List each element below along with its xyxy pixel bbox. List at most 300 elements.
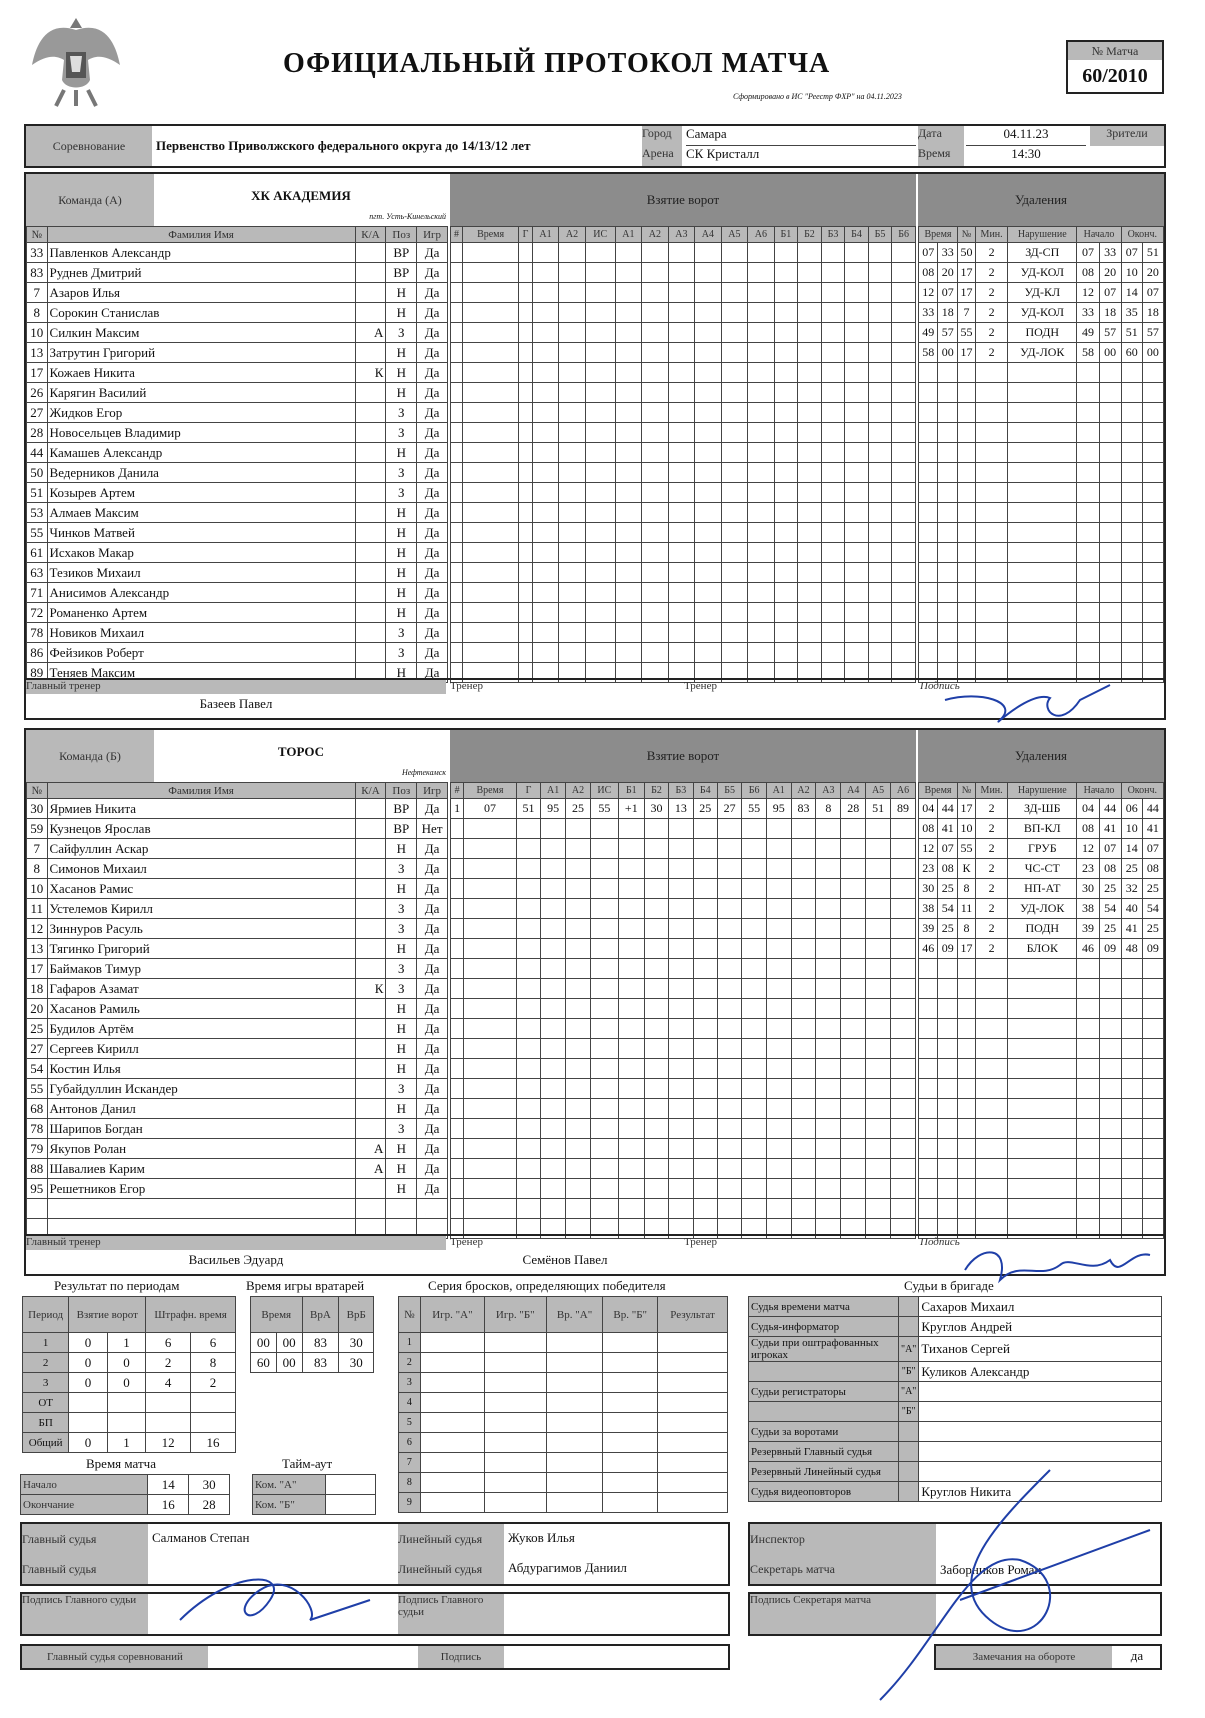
table-row (919, 623, 1164, 643)
player-name: Новосельцев Владимир (47, 423, 355, 443)
penalty-n: 8 (957, 919, 975, 939)
goal-cell (668, 463, 695, 483)
player-position: Н (386, 503, 417, 523)
goal-cell (519, 563, 533, 583)
main-ref-1: Салманов Степан (152, 1530, 250, 1545)
shootout-cell (420, 1333, 484, 1353)
player-position (386, 1199, 417, 1219)
goal-cell (791, 839, 816, 859)
penalty-s1: 46 (1077, 939, 1099, 959)
shootout-num: 2 (399, 1353, 421, 1373)
goal-cell (451, 263, 463, 283)
penalty-min: 2 (976, 939, 1008, 959)
goal-cell (669, 919, 693, 939)
goal-cell (644, 819, 668, 839)
roster-header-ka: К/А (355, 783, 386, 799)
penalty-n: 17 (957, 283, 975, 303)
penalty-e1: 60 (1121, 343, 1142, 363)
goal-cell (541, 859, 566, 879)
penalty-n (957, 1159, 975, 1179)
penalty-t2 (938, 403, 958, 423)
penalty-e2 (1142, 483, 1163, 503)
table-row (919, 859, 1164, 879)
roster-header-ka: К/А (355, 227, 386, 243)
table-row (23, 1433, 236, 1453)
player-ka (355, 563, 386, 583)
table-row (451, 343, 916, 363)
goal-cell (463, 243, 519, 263)
goal-cell (451, 1039, 464, 1059)
goal-cell (791, 1179, 816, 1199)
chief-ref-label: Главный судья соревнований (22, 1646, 208, 1668)
period-pim-a (146, 1413, 191, 1433)
goal-cell (821, 583, 845, 603)
goal-cell (669, 1079, 693, 1099)
table-row (451, 1099, 916, 1119)
goalie-b: 30 (339, 1353, 374, 1373)
table-row (23, 1413, 236, 1433)
player-position: З (386, 483, 417, 503)
spectators-label: Зрители (1090, 126, 1164, 146)
goal-cell (590, 859, 618, 879)
periods-table (22, 1296, 236, 1453)
goal-cell (693, 1099, 717, 1119)
roster-table (26, 226, 448, 683)
penalty-t1 (919, 503, 938, 523)
goal-cell (668, 263, 695, 283)
goal-cell (845, 403, 869, 423)
goal-cell (717, 1139, 741, 1159)
goal-cell (668, 403, 695, 423)
goal-cell (451, 919, 464, 939)
goal-cell (821, 323, 845, 343)
goal-cell (892, 423, 916, 443)
goal-cell (774, 323, 798, 343)
penalty-s1: 33 (1077, 303, 1099, 323)
goal-cell (891, 939, 916, 959)
penalty-n (957, 563, 975, 583)
penalty-n: 10 (957, 819, 975, 839)
roster-header-pos: Поз (386, 783, 417, 799)
goal-cell (841, 839, 866, 859)
team-a-pen-header: Удаления (918, 174, 1164, 226)
goal-cell (451, 1059, 464, 1079)
goal-cell (693, 1059, 717, 1079)
penalty-s1 (1077, 623, 1099, 643)
player-position: Н (386, 583, 417, 603)
penalty-v (1008, 563, 1077, 583)
table-row (27, 1199, 448, 1219)
penalty-e2: 54 (1142, 899, 1163, 919)
shootout-num: 7 (399, 1453, 421, 1473)
penalty-v: ЗД-ШБ (1008, 799, 1077, 819)
table-row (919, 403, 1164, 423)
goal-cell (451, 423, 463, 443)
penalty-e2 (1142, 503, 1163, 523)
table-row (919, 1019, 1164, 1039)
penalty-min (976, 403, 1008, 423)
penalty-e2: 25 (1142, 919, 1163, 939)
penalty-t2 (938, 583, 958, 603)
goal-cell (695, 623, 722, 643)
goal-cell (742, 1119, 766, 1139)
goal-cell (644, 1139, 668, 1159)
shootout-col-header: Игр. "А" (420, 1297, 484, 1333)
goal-cell (791, 879, 816, 899)
goal-cell (669, 1159, 693, 1179)
player-name: Жидков Егор (47, 403, 355, 423)
goal-cell (717, 959, 741, 979)
goal-cell (695, 483, 722, 503)
penalty-t1 (919, 523, 938, 543)
player-ka: К (355, 979, 386, 999)
penalty-n (957, 363, 975, 383)
goal-cell (816, 1039, 841, 1059)
table-row (451, 423, 916, 443)
emblem (26, 10, 126, 110)
penalty-v: УД-ЛОК (1008, 899, 1077, 919)
pim-col-header: Штрафн. время (146, 1297, 236, 1333)
penalty-s2: 41 (1099, 819, 1121, 839)
shootout-table (398, 1296, 728, 1513)
goal-cell (519, 583, 533, 603)
goal-cell (695, 643, 722, 663)
goals-col-header: Б5 (868, 227, 892, 243)
player-position: ВР (386, 243, 417, 263)
goal-cell (541, 1159, 566, 1179)
goal-cell (766, 919, 791, 939)
player-number: 88 (27, 1159, 48, 1179)
goal-cell (742, 1019, 766, 1039)
goal-cell (516, 1059, 540, 1079)
periods-title: Результат по периодам (54, 1278, 180, 1293)
player-ka (355, 603, 386, 623)
penalty-s2 (1099, 1119, 1121, 1139)
goal-cell (845, 503, 869, 523)
line-ref-label-1: Линейный судья (398, 1524, 504, 1554)
goal-cell (519, 343, 533, 363)
penalty-col-header: Нарушение (1008, 783, 1077, 799)
official-sub: "А" (899, 1382, 919, 1402)
table-row (919, 283, 1164, 303)
player-name: Сергеев Кирилл (47, 1039, 355, 1059)
shootout-cell (603, 1353, 658, 1373)
table-row (27, 879, 448, 899)
goal-cell (590, 979, 618, 999)
goal-cell (566, 979, 591, 999)
penalty-e2 (1142, 1179, 1163, 1199)
table-row (919, 243, 1164, 263)
penalty-v (1008, 1119, 1077, 1139)
player-ka (355, 999, 386, 1019)
table-row (399, 1373, 728, 1393)
goal-cell (464, 959, 517, 979)
goal-cell (642, 343, 669, 363)
penalty-min: 2 (976, 859, 1008, 879)
goal-cell (742, 1199, 766, 1219)
goal-cell (566, 959, 591, 979)
goal-cell (774, 363, 798, 383)
player-played: Да (417, 383, 448, 403)
goal-cell (891, 1099, 916, 1119)
goals-col-header: Б2 (798, 227, 822, 243)
penalty-v: ВП-КЛ (1008, 819, 1077, 839)
penalty-t2 (938, 523, 958, 543)
goal-cell (519, 263, 533, 283)
goal-cell (532, 303, 559, 323)
table-row (399, 1493, 728, 1513)
team-a-roster (26, 226, 448, 683)
goal-cell (463, 423, 519, 443)
goal-cell (516, 979, 540, 999)
goal-cell (615, 363, 642, 383)
table-row (451, 1019, 916, 1039)
goal-cell (464, 1199, 517, 1219)
table-row (27, 303, 448, 323)
goal-cell (766, 979, 791, 999)
penalty-s2 (1099, 1059, 1121, 1079)
player-played: Да (417, 919, 448, 939)
goal-cell (541, 1079, 566, 1099)
penalty-t1 (919, 583, 938, 603)
goal-cell (891, 1139, 916, 1159)
goals-col-header: # (451, 783, 464, 799)
player-number: 50 (27, 463, 48, 483)
penalty-e1: 35 (1121, 303, 1142, 323)
penalty-t2: 20 (938, 263, 958, 283)
goal-cell (463, 603, 519, 623)
period-goals-b (107, 1413, 145, 1433)
match-end-m: 28 (189, 1495, 230, 1515)
table-row (919, 523, 1164, 543)
penalty-t1: 12 (919, 839, 938, 859)
goal-cell (721, 303, 748, 323)
penalty-s1 (1077, 583, 1099, 603)
shootout-cell (484, 1413, 546, 1433)
player-number: 7 (27, 839, 48, 859)
goal-cell (868, 603, 892, 623)
goal-cell (585, 283, 615, 303)
table-row (23, 1373, 236, 1393)
goal-cell (791, 959, 816, 979)
penalty-s2 (1099, 979, 1121, 999)
penalty-v (1008, 1039, 1077, 1059)
official-name (919, 1402, 1162, 1422)
player-ka (355, 523, 386, 543)
goal-cell (618, 1199, 644, 1219)
goal-cell (892, 463, 916, 483)
penalty-v: ГРУБ (1008, 839, 1077, 859)
penalty-s1: 04 (1077, 799, 1099, 819)
penalty-e1: 06 (1121, 799, 1142, 819)
penalty-n (957, 583, 975, 603)
goal-cell (891, 859, 916, 879)
penalty-t1: 23 (919, 859, 938, 879)
table-row (919, 343, 1164, 363)
period-col-header: Период (23, 1297, 69, 1333)
team-a-coach2-label: Тренер (684, 680, 717, 692)
goal-cell (464, 899, 517, 919)
penalty-t2 (938, 543, 958, 563)
player-number: 72 (27, 603, 48, 623)
goal-cell (590, 939, 618, 959)
player-ka (355, 503, 386, 523)
penalty-v (1008, 383, 1077, 403)
goal-cell (566, 859, 591, 879)
table-row (27, 1079, 448, 1099)
goal-cell (451, 819, 464, 839)
penalty-t1: 08 (919, 819, 938, 839)
player-played: Да (417, 363, 448, 383)
penalty-e2: 00 (1142, 343, 1163, 363)
goal-cell (693, 859, 717, 879)
table-row (27, 263, 448, 283)
shootout-cell (484, 1433, 546, 1453)
goal-cell (774, 583, 798, 603)
penalty-e1 (1121, 1119, 1142, 1139)
goal-cell: 25 (693, 799, 717, 819)
goal-cell (566, 839, 591, 859)
penalty-e1 (1121, 1179, 1142, 1199)
official-role: Судья-информатор (749, 1317, 899, 1337)
team-a-city: пгт. Усть-Кинельский (369, 212, 446, 221)
table-row (27, 583, 448, 603)
table-row (451, 283, 916, 303)
goal-cell (774, 563, 798, 583)
penalty-t2 (938, 383, 958, 403)
table-row (919, 839, 1164, 859)
team-b-coach1: Семёнов Павел (522, 1252, 608, 1267)
penalty-t1 (919, 1199, 938, 1219)
player-name: Затрутин Григорий (47, 343, 355, 363)
period-label: ОТ (23, 1393, 69, 1413)
goal-cell (748, 383, 775, 403)
penalty-col-header: Мин. (976, 227, 1008, 243)
period-pim-a: 4 (146, 1373, 191, 1393)
goal-cell (642, 383, 669, 403)
goals-col-header: А2 (642, 227, 669, 243)
goal-cell (566, 1059, 591, 1079)
shootout-cell (658, 1473, 728, 1493)
penalty-n (957, 543, 975, 563)
table-row (251, 1353, 374, 1373)
penalty-n (957, 523, 975, 543)
shootout-cell (546, 1433, 603, 1453)
shootout-col-header: Вр. "Б" (603, 1297, 658, 1333)
time-value: 14:30 (1011, 146, 1041, 161)
player-position: Н (386, 839, 417, 859)
goal-cell (774, 543, 798, 563)
goal-cell (766, 1159, 791, 1179)
shootout-cell (484, 1333, 546, 1353)
penalty-e2 (1142, 1019, 1163, 1039)
goal-cell (585, 343, 615, 363)
eagle-emblem-icon (26, 10, 126, 110)
goal-cell (590, 1159, 618, 1179)
goal-cell (615, 583, 642, 603)
secretary-signature (820, 1460, 1160, 1710)
goal-cell (891, 1159, 916, 1179)
goal-cell (566, 1099, 591, 1119)
penalty-t2 (938, 1059, 958, 1079)
goal-cell (798, 243, 822, 263)
penalties-table (918, 226, 1164, 683)
goal-cell (821, 283, 845, 303)
player-played: Да (417, 403, 448, 423)
goal-cell (615, 383, 642, 403)
table-row (27, 939, 448, 959)
penalty-e2: 07 (1142, 283, 1163, 303)
penalty-e2 (1142, 959, 1163, 979)
player-position: Н (386, 939, 417, 959)
goal-cell (668, 603, 695, 623)
penalty-t2 (938, 1139, 958, 1159)
goal-cell (615, 403, 642, 423)
goal-cell (463, 443, 519, 463)
penalty-t1: 39 (919, 919, 938, 939)
penalty-s2: 54 (1099, 899, 1121, 919)
penalty-min: 2 (976, 799, 1008, 819)
goalie-s: 00 (276, 1353, 302, 1373)
goal-cell (451, 859, 464, 879)
goal-cell (892, 363, 916, 383)
player-number: 11 (27, 899, 48, 919)
penalty-e1 (1121, 503, 1142, 523)
goal-cell (742, 899, 766, 919)
penalty-e1 (1121, 463, 1142, 483)
goal-cell (845, 563, 869, 583)
penalty-s1 (1077, 523, 1099, 543)
goal-cell (845, 483, 869, 503)
penalty-e2: 44 (1142, 799, 1163, 819)
goal-cell (866, 1119, 891, 1139)
goal-cell (695, 263, 722, 283)
goal-cell (866, 1019, 891, 1039)
goal-cell (693, 1179, 717, 1199)
goal-cell (891, 1019, 916, 1039)
goal-cell (891, 999, 916, 1019)
goal-cell (615, 323, 642, 343)
goal-cell (791, 1119, 816, 1139)
goal-cell (519, 323, 533, 343)
goal-cell (791, 1079, 816, 1099)
table-row (399, 1453, 728, 1473)
goal-cell (668, 363, 695, 383)
goalie-s: 00 (276, 1333, 302, 1353)
goals-col-header: А4 (841, 783, 866, 799)
team-b-label: Команда (Б) (26, 730, 154, 782)
goals-col-header: Б1 (774, 227, 798, 243)
period-goals-b: 1 (107, 1333, 145, 1353)
penalty-s2 (1099, 1039, 1121, 1059)
goal-cell (791, 999, 816, 1019)
goal-cell (821, 523, 845, 543)
goal-cell (798, 643, 822, 663)
goal-cell (816, 1019, 841, 1039)
penalty-e1 (1121, 443, 1142, 463)
team-a-goals-header: Взятие ворот (450, 174, 916, 226)
goal-cell (585, 563, 615, 583)
penalty-s1 (1077, 1039, 1099, 1059)
player-played: Да (417, 1079, 448, 1099)
goal-cell (644, 859, 668, 879)
goal-cell (532, 423, 559, 443)
penalty-t1 (919, 643, 938, 663)
goal-cell: 83 (791, 799, 816, 819)
player-name: Камашев Александр (47, 443, 355, 463)
goal-cell (866, 919, 891, 939)
officials-title: Судьи в бригаде (904, 1278, 994, 1293)
